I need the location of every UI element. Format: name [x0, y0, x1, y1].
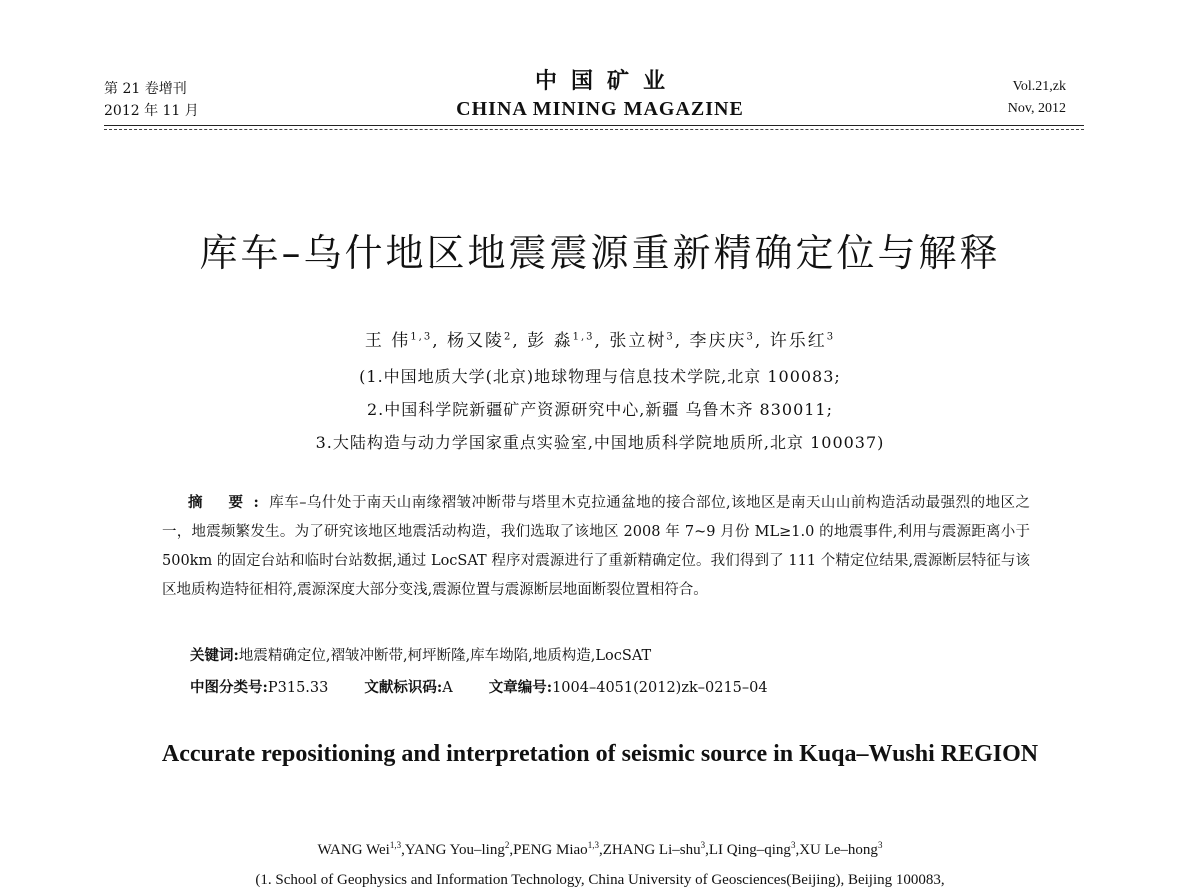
header-date-cn: 2012 年 11 月 [104, 103, 199, 119]
header-volume-en-block [1008, 76, 1066, 120]
author-cn: 杨又陵$^2$, [447, 331, 520, 351]
header-volume-en: Vol.21,zk [1012, 79, 1066, 94]
author-en: YANG You–ling$^2$, [404, 840, 514, 858]
keywords-text: 地震精确定位,褶皱冲断带,柯坪断隆,库车坳陷,地质构造,LocSAT [238, 648, 652, 664]
journal-title-cn: 中国矿业 [534, 68, 679, 94]
header-date-en: Nov, 2012 [1007, 101, 1066, 116]
author-en: LI Qing–qing$^3$, [708, 840, 800, 858]
authors-cn [0, 326, 1200, 351]
author-en: PENG Miao$^{1,3}$, [513, 840, 603, 858]
author-en: ZHANG Li–shu$^3$, [602, 840, 709, 858]
paper-title-cn: 库车–乌什地区地震震源重新精确定位与解释 [199, 231, 1001, 275]
clc-value: P315.33 [267, 680, 329, 696]
author-cn: 王 伟$^{1,3}$, [364, 331, 440, 351]
header-rule [104, 125, 1084, 126]
clc-label: 中图分类号: [190, 679, 268, 696]
header-volume-cn: 第 21 卷增刊 [104, 81, 187, 97]
author-cn: 李庆庆$^3$, [689, 331, 763, 351]
authors-en [0, 842, 1200, 859]
journal-title-en: CHINA MINING MAGAZINE [456, 98, 744, 120]
header-rule-dashed [104, 129, 1084, 130]
keywords [190, 644, 651, 665]
doc-code-value: A [442, 680, 453, 696]
doc-code-label: 文献标识码: [364, 679, 443, 696]
author-cn: 许乐红$^3$ [769, 331, 836, 351]
affiliation-cn-2: 2.中国科学院新疆矿产资源研究中心,新疆 乌鲁木齐 830011; [367, 400, 833, 419]
author-en: WANG Wei$^{1,3}$, [317, 840, 405, 858]
paper-title-en: Accurate repositioning and interpretation of seismic source in Kuqa–Wushi REGION [161, 741, 1039, 767]
affiliation-en-1: (1. School of Geophysics and Information Technology, China University of Geosciences(Beijing), Beijing 100083, [255, 872, 945, 888]
keywords-label: 关键词: [190, 647, 239, 664]
abstract-label: 摘 要: [188, 494, 269, 511]
author-cn: 彭 淼$^{1,3}$, [527, 331, 602, 351]
abstract [162, 488, 1030, 605]
article-no-label: 文章编号: [488, 679, 553, 696]
author-cn: 张立树$^3$, [609, 331, 683, 351]
affiliation-cn-3: 3.大陆构造与动力学国家重点实验室,中国地质科学院地质所,北京 100037) [315, 433, 885, 452]
article-no-value: 1004–4051(2012)zk–0215–04 [552, 680, 768, 696]
affiliation-cn-1: (1.中国地质大学(北京)地球物理与信息技术学院,北京 100083; [359, 367, 841, 386]
classification-line [190, 676, 768, 697]
abstract-text: 库车–乌什处于南天山南缘褶皱冲断带与塔里木克拉通盆地的接合部位,该地区是南天山山前构造活动最强烈的地区之一，地震频繁发生。为了研究该地区地震活动构造，我们选取了该地区 2008 年 7~9 月份 ML≥1.0 的地震事件,利用与震源距离小于 500km 的固定台站和临时台站数据,通过 LocSAT 程序对震源进行了重新精确定位。我们得到了 111 个精定位结果,震源断层特征与该区地质构造特征相符,震源深度大部分变浅,震源位置与震源断层地面断裂位置相符合。 [162, 495, 1030, 598]
author-en: XU Le–hong$^3$ [799, 840, 883, 858]
